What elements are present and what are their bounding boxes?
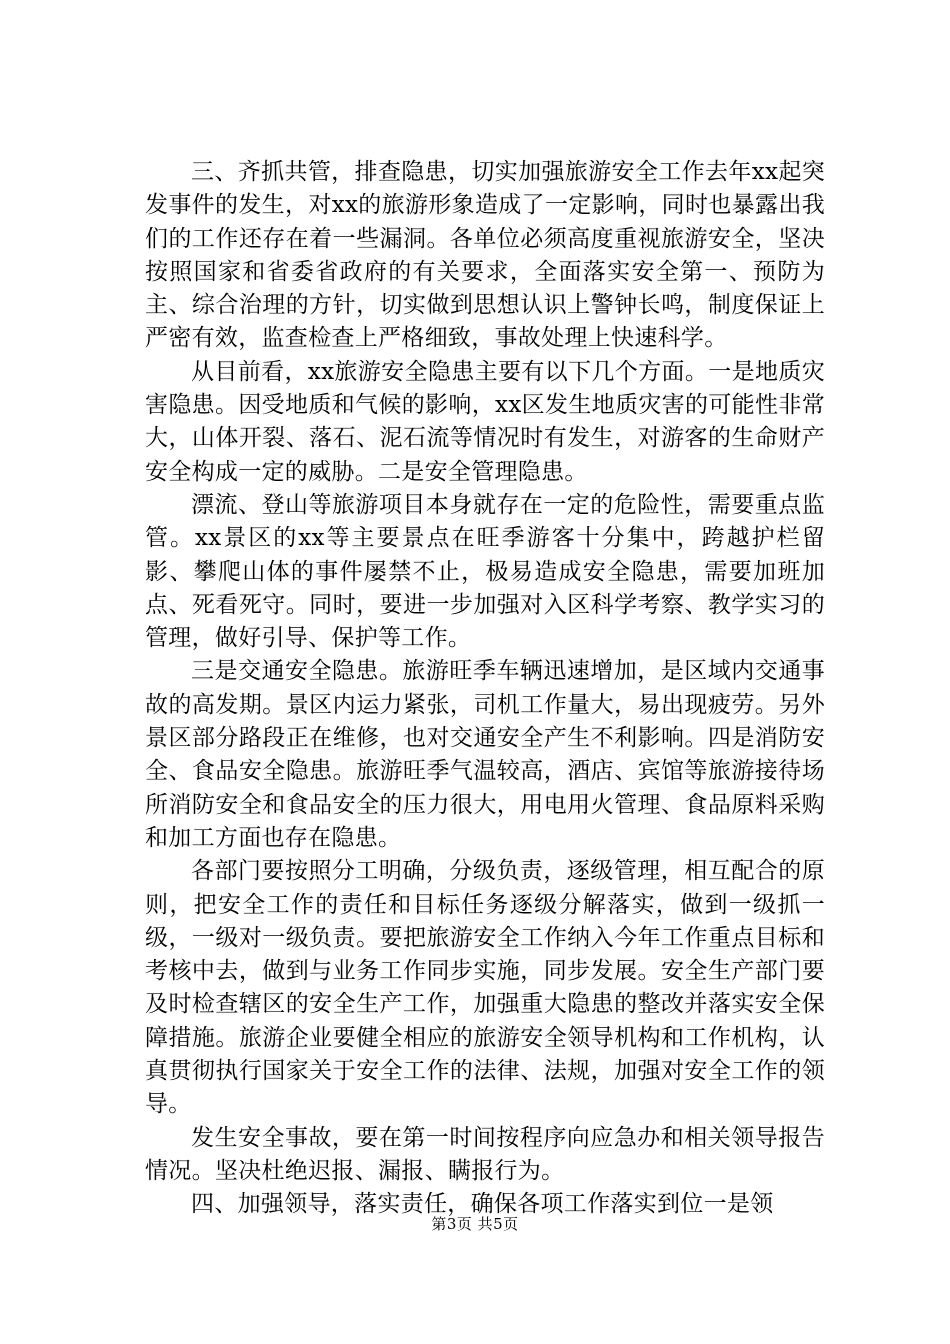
paragraph-6: 发生安全事故，要在第一时间按程序向应急办和相关领导报告情况。坚决杜绝迟报、漏报、瞒报行为。: [145, 1124, 825, 1184]
paragraph-3: 漂流、登山等旅游项目本身就存在一定的危险性，需要重点监管。xx景区的xx等主要景点在旺季游客十分集中，跨越护栏留影、攀爬山体的事件屡禁不止，极易造成安全隐患，需要加班加点、死看死守。同时，要进一步加强对入区科学考察、教学实习的管理，做好引导、保护等工作。: [145, 491, 825, 652]
paragraph-4: 三是交通安全隐患。旅游旺季车辆迅速增加，是区域内交通事故的高发期。景区内运力紧张，司机工作量大，易出现疲劳。另外景区部分路段正在维修，也对交通安全产生不利影响。四是消防安全、食品安全隐患。旅游旺季气温较高，酒店、宾馆等旅游接待场所消防安全和食品安全的压力很大，用电用火管理、食品原料采购和加工方面也存在隐患。: [145, 658, 825, 851]
paragraph-7: 四、加强领导，落实责任，确保各项工作落实到位一是领: [191, 1191, 774, 1218]
document-body: [145, 156, 825, 1222]
paragraph-2: 从目前看，xx旅游安全隐患主要有以下几个方面。一是地质灾害隐患。因受地质和气候的影响，xx区发生地质灾害的可能性非常大，山体开裂、落石、泥石流等情况时有发生，对游客的生命财产安全构成一定的威胁。二是安全管理隐患。: [145, 358, 825, 485]
page-number-footer: 第3页 共5页: [431, 1215, 519, 1233]
paragraph-5: 各部门要按照分工明确，分级负责，逐级管理，相互配合的原则，把安全工作的责任和目标任务逐级分解落实，做到一级抓一级，一级对一级负责。要把旅游安全工作纳入今年工作重点目标和考核中去，做到与业务工作同步实施，同步发展。安全生产部门要及时检查辖区的安全生产工作，加强重大隐患的整改并落实安全保障措施。旅游企业要健全相应的旅游安全领导机构和工作机构，认真贯彻执行国家关于安全工作的法律、法规，加强对安全工作的领导。: [145, 858, 825, 1118]
paragraph-1: 三、齐抓共管，排查隐患，切实加强旅游安全工作去年xx起突发事件的发生，对xx的旅游形象造成了一定影响，同时也暴露出我们的工作还存在着一些漏洞。各单位必须高度重视旅游安全，坚决按照国家和省委省政府的有关要求，全面落实安全第一、预防为主、综合治理的方针，切实做到思想认识上警钟长鸣，制度保证上严密有效，监查检查上严格细致，事故处理上快速科学。: [145, 159, 825, 352]
